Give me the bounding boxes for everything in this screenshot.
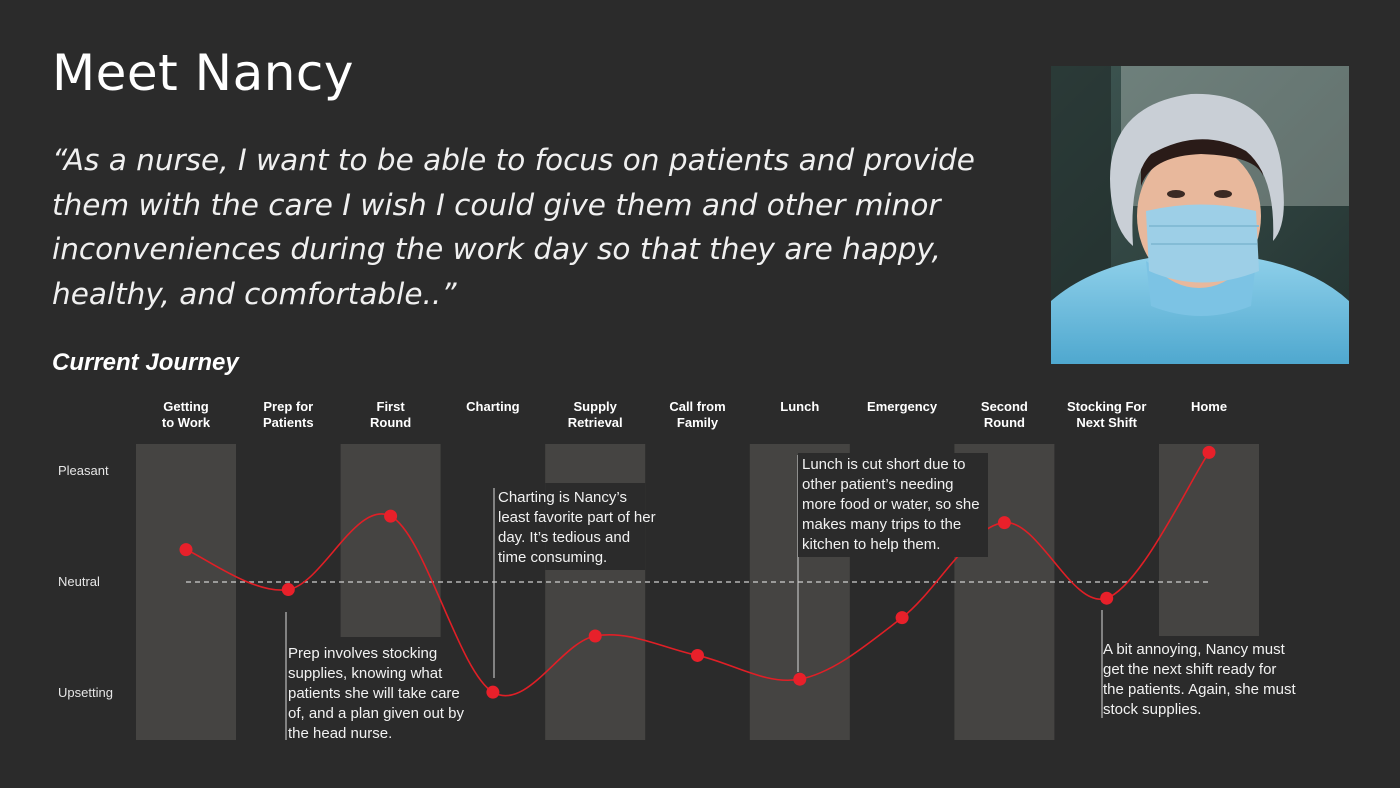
journey-heading: Current Journey [52,349,239,376]
persona-quote: “As a nurse, I want to be able to focus on patients and provide them with the care I wish I could give them and other minor inconveniences during the work day so that they are happy, healthy, and comfortable..” [52,143,975,311]
stage-label: Lunch [780,399,820,414]
journey-point [282,583,295,596]
journey-point [1100,592,1113,605]
page-title: Meet Nancy [52,44,354,102]
journey-point [384,510,397,523]
charting-note: Charting is Nancy’s least favorite part of her day. It’s tedious and time consuming. [498,489,656,566]
journey-point [1203,446,1216,459]
stage-column [136,444,236,740]
journey-point [691,649,704,662]
lunch-note: Lunch is cut short due to other patient’s needing more food or water, so she makes many trips to the kitchen to help them. [798,453,988,557]
journey-point [486,686,499,699]
journey-point [180,543,193,556]
stage-column [1159,444,1259,636]
stage-label: Charting [466,399,520,414]
stage-label: Supply Retrieval [567,399,623,430]
stage-label: First Round [370,399,412,430]
stage-column [341,444,441,637]
stage-label: Home [1190,399,1228,414]
level-label-pleasant: Pleasant [58,463,109,478]
level-label-upsetting: Upsetting [58,685,113,700]
prep-note: Prep involves stocking supplies, knowing what patients she will take care of, and a plan given out by the head nurse. [288,645,464,742]
stage-label: Getting to Work [161,399,211,430]
stocking-note: A bit annoying, Nancy must get the next shift ready for the patients. Again, she must stock supplies. [1103,641,1296,718]
stage-label: Second Round [980,399,1028,430]
journey-point [793,673,806,686]
journey-point [896,611,909,624]
journey-point [589,630,602,643]
stage-label: Call from Family [669,399,726,430]
stage-label: Prep for Patients [263,399,314,430]
stage-label: Emergency [867,399,938,414]
journey-point [998,516,1011,529]
stage-label: Stocking For Next Shift [1066,399,1147,430]
level-label-neutral: Neutral [58,574,100,589]
